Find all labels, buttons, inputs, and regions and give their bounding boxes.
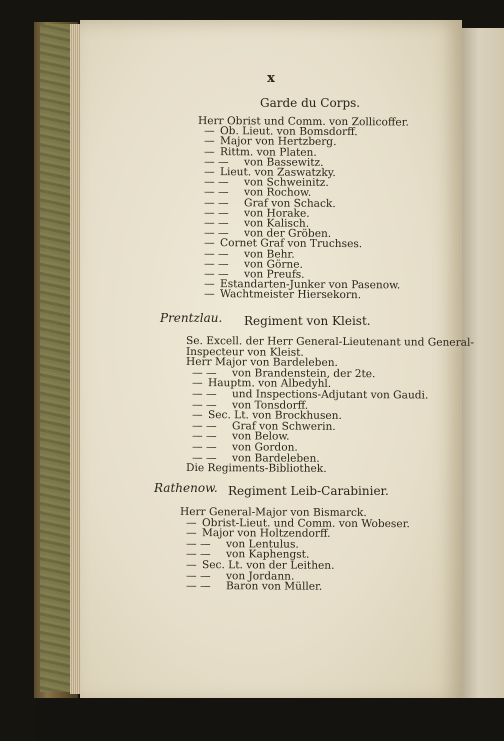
roster-line [186,581,322,592]
ditto-dash: — — [191,398,217,411]
roster-name: von Lentulus. [225,538,299,551]
ditto-dash: — — [203,227,229,240]
section-heading: Garde du Corps. [260,96,361,110]
garrison-place: Prentzlau. [160,311,223,325]
ditto-dash: — — [203,247,229,260]
ditto-dash: — [191,409,203,422]
roster-name: von Horake. [243,207,310,220]
roster-name: Sec. Lt. von Brockhusen. [207,409,342,423]
garrison-place: Rathenow. [154,481,218,495]
ditto-dash: — [203,125,215,138]
section-heading: Regiment von Kleist. [244,314,371,328]
ditto-dash: — — [203,155,229,168]
facing-page-edge [462,28,504,708]
roster-name: von Görne. [243,258,303,271]
ditto-dash: — — [203,206,229,219]
roster-name: Die Regiments-Bibliothek. [185,462,327,476]
ditto-dash: — — [203,217,229,230]
roster-name: Lieut. von Zaswatzky. [219,166,336,179]
roster-line [204,289,361,300]
ditto-dash: — — [185,548,211,561]
ditto-dash: — — [185,580,211,593]
roster-name: von Below. [231,430,290,444]
ditto-dash: — [203,166,215,179]
roster-name: Major von Holtzendorff. [201,527,331,540]
ditto-dash: — [185,527,197,540]
ditto-dash: — — [185,537,211,550]
roster-name: von Kalisch. [243,217,310,230]
ditto-dash: — — [203,268,229,281]
ditto-dash: — — [203,257,229,270]
roster-name: von Kaphengst. [225,548,310,562]
ditto-dash: — — [191,419,217,432]
roster-name: von Bassewitz. [243,156,324,169]
ditto-dash: — [185,516,197,529]
roster-name: Herr Obrist und Comm. von Zollicoffer. [197,115,409,129]
ditto-dash: — — [203,176,229,189]
ditto-dash: — — [191,441,217,454]
roster-name: Estandarten-Junker von Pasenow. [219,278,401,292]
ditto-dash: — [203,288,215,301]
ditto-dash: — — [191,388,217,401]
roster-name: Herr General-Major von Bismarck. [179,506,367,519]
roster-line [192,389,428,400]
roster-name: von Tonsdorff. [231,398,309,412]
roster-name: Major von Hertzberg. [219,135,337,149]
ditto-dash: — — [185,569,211,582]
book-page [80,20,474,704]
roster-line [192,442,298,453]
roster-name: Herr Major von Bardeleben. [185,356,338,370]
roster-name: Hauptm. von Albedyhl. [207,377,332,391]
roster-name: Obrist-Lieut. und Comm. von Wobeser. [201,516,410,530]
roster-name: Sec. Lt. von der Leithen. [201,559,335,572]
roster-name: Se. Excell. der Herr General-Lieutenant und General- [185,335,474,349]
roster-name: von Bardeleben. [231,451,320,465]
section-heading: Regiment Leib-Carabinier. [228,484,389,498]
roster-name: Inspecteur von Kleist. [185,345,304,359]
ditto-dash: — — [191,430,217,443]
roster-name: Wachtmeister Hiersekorn. [219,288,362,302]
roster-name: Rittm. von Platen. [219,145,317,159]
roster-name: Cornet Graf von Truchses. [219,237,363,251]
page-text [80,20,474,704]
ditto-dash: — — [203,186,229,199]
roster-name: Graf von Schwerin. [231,420,336,433]
ditto-dash: — [203,278,215,291]
roster-name: Ob. Lieut. von Bomsdorff. [219,125,358,139]
ditto-dash: — [203,237,215,250]
roster-name: und Inspections-Adjutant von Gaudi. [231,388,429,402]
page-number: x [267,71,275,86]
background-shadow [36,698,504,741]
ditto-dash: — [185,559,197,572]
ditto-dash: — — [191,451,217,464]
roster-name: von Rochow. [243,186,312,200]
ditto-dash: — [191,377,203,390]
roster-name: von Schweinitz. [243,176,329,190]
roster-line [186,463,327,474]
ditto-dash: — — [203,196,229,209]
roster-name: Graf von Schack. [243,196,336,210]
roster-name: von Behr. [243,247,295,261]
roster-name: von Preufs. [243,268,305,281]
ditto-dash: — [203,135,215,148]
roster-name: Baron von Müller. [225,580,323,593]
roster-name: von Jordann. [225,569,295,583]
ditto-dash: — [203,145,215,158]
roster-name: von Brandenstein, der 2te. [231,367,376,380]
roster-name: von Gordon. [231,441,298,454]
roster-name: von der Gröben. [243,227,332,241]
ditto-dash: — — [191,366,217,379]
